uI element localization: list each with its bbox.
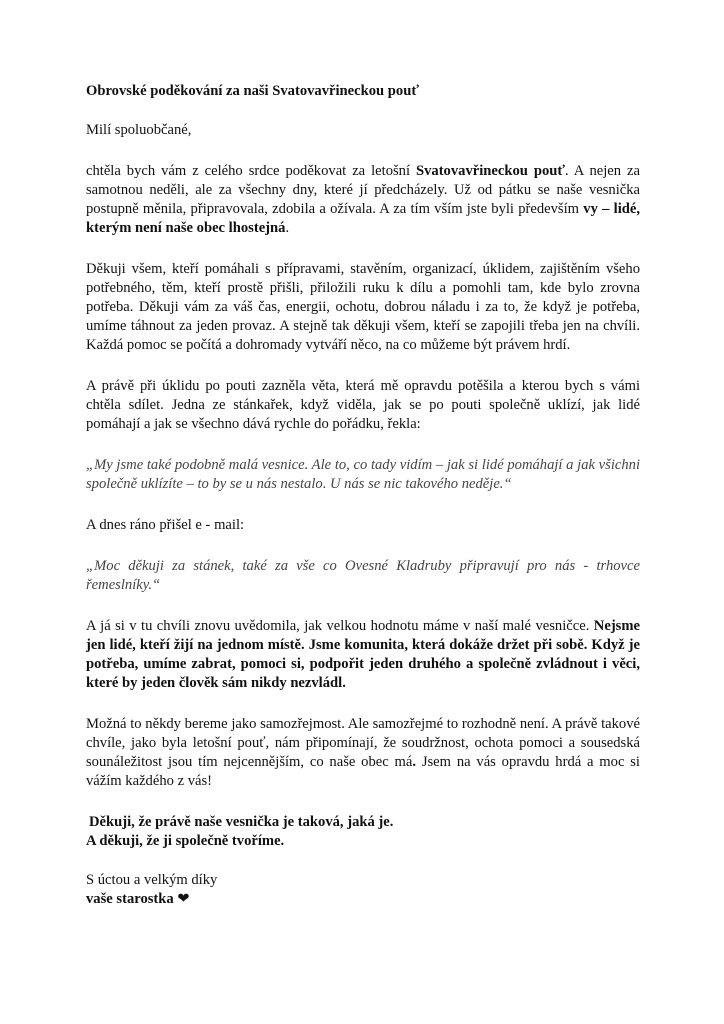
quote-vendor: „My jsme také podobně malá vesnice. Ale to, co tady vidím – jak si lidé pomáhají a jak všichni společně uklízíte – to by se u nás nestalo. U nás se nic takového neděje.“ <box>86 457 640 492</box>
letter-title: Obrovské poděkování za naši Svatovavřineckou pouť <box>86 83 419 99</box>
paragraph-thanks-text-1: chtěla bych vám z celého srdce poděkovat za letošní <box>86 163 416 179</box>
paragraph-thanks <box>86 162 640 238</box>
paragraph-thanks-text-2: . A nejen za samotnou neděli, ale za všechny dny, které jí předcházely. Už od pátku se naše vesnička postupně měnila, připravovala, zdobila a ožívala. A za tím vším jste byli především <box>86 163 640 217</box>
greeting: Milí spoluobčané, <box>86 122 192 138</box>
closing-line-1: Děkuji, že právě naše vesnička je taková, jaká je. <box>89 814 394 830</box>
signature <box>86 871 640 909</box>
paragraph-community-text: A já si v tu chvíli znovu uvědomila, jak velkou hodnotu máme v naší malé vesničce. <box>86 618 594 634</box>
paragraph-cleanup: A právě při úklidu po pouti zazněla věta, která mě opravdu potěšila a kterou bych s vámi chtěla sdílet. Jedna ze stánkařek, když viděla, jak se po pouti společně uklízí, jak lidé pomáhají a jak se všechno dává rychle do pořádku, řekla: <box>86 378 640 432</box>
paragraph-thanks-bold-2: vy – lidé, kterým není naše obec lhostejná <box>86 201 640 236</box>
paragraph-thanks-text-3: . <box>285 220 290 236</box>
closing-line-2: A děkuji, že ji společně tvoříme. <box>86 833 285 849</box>
signature-line-1: S úctou a velkým díky <box>86 872 218 888</box>
letter <box>86 82 640 931</box>
signature-line-2 <box>86 890 640 909</box>
paragraph-pride-text-1: Možná to někdy bereme jako samozřejmost. Ale samozřejmé to rozhodně není. A právě takové chvíle, jako byla letošní pouť, nám připomínají, že soudržnost, ochota pomoci a sousedská sounáležitost jsou tím nejcennějším, co naše obec má <box>86 716 640 770</box>
paragraph-community-bold: Nejsme jen lidé, kteří žijí na jednom místě. Jsme komunita, která dokáže držet při sobě. Když je potřeba, umíme zabrat, pomoci si, podpořit jeden druhého a společně zvládnout i věci, které by jeden člověk sám nikdy nezvládl. <box>86 618 640 691</box>
signature-name: vaše starostka <box>86 891 174 907</box>
paragraph-email: A dnes ráno přišel e - mail: <box>86 517 245 533</box>
quote-email: „Moc děkuji za stánek, také za vše co Ovesné Kladruby připravují pro nás - trhovce řemeslníky.“ <box>86 558 640 593</box>
paragraph-pride-text-2: Jsem na vás opravdu hrdá a moc si vážím každého z vás! <box>86 754 640 789</box>
paragraph-community <box>86 617 640 693</box>
paragraph-pride <box>86 715 640 791</box>
closing-thanks <box>86 813 640 851</box>
paragraph-helpers: Děkuji všem, kteří pomáhali s přípravami, stavěním, organizací, úklidem, zajištěním všeho potřebného, těm, kteří prostě přišli, přiložili ruku k dílu a pomohli tam, kde bylo zrovna potřeba. Děkuji vám za váš čas, energii, ochotu, dobrou náladu i za to, že když je potřeba, umíme táhnout za jeden provaz. A stejně tak děkuji všem, kteří se zapojili třeba jen na chvíli. Každá pomoc se počítá a dohromady vytváří něco, na co můžeme být právem hrdí. <box>86 261 640 353</box>
heart-icon: ❤ <box>177 891 190 907</box>
paragraph-thanks-bold-1: Svatovavřineckou pouť <box>415 163 565 179</box>
paragraph-pride-bold: . <box>412 754 417 770</box>
